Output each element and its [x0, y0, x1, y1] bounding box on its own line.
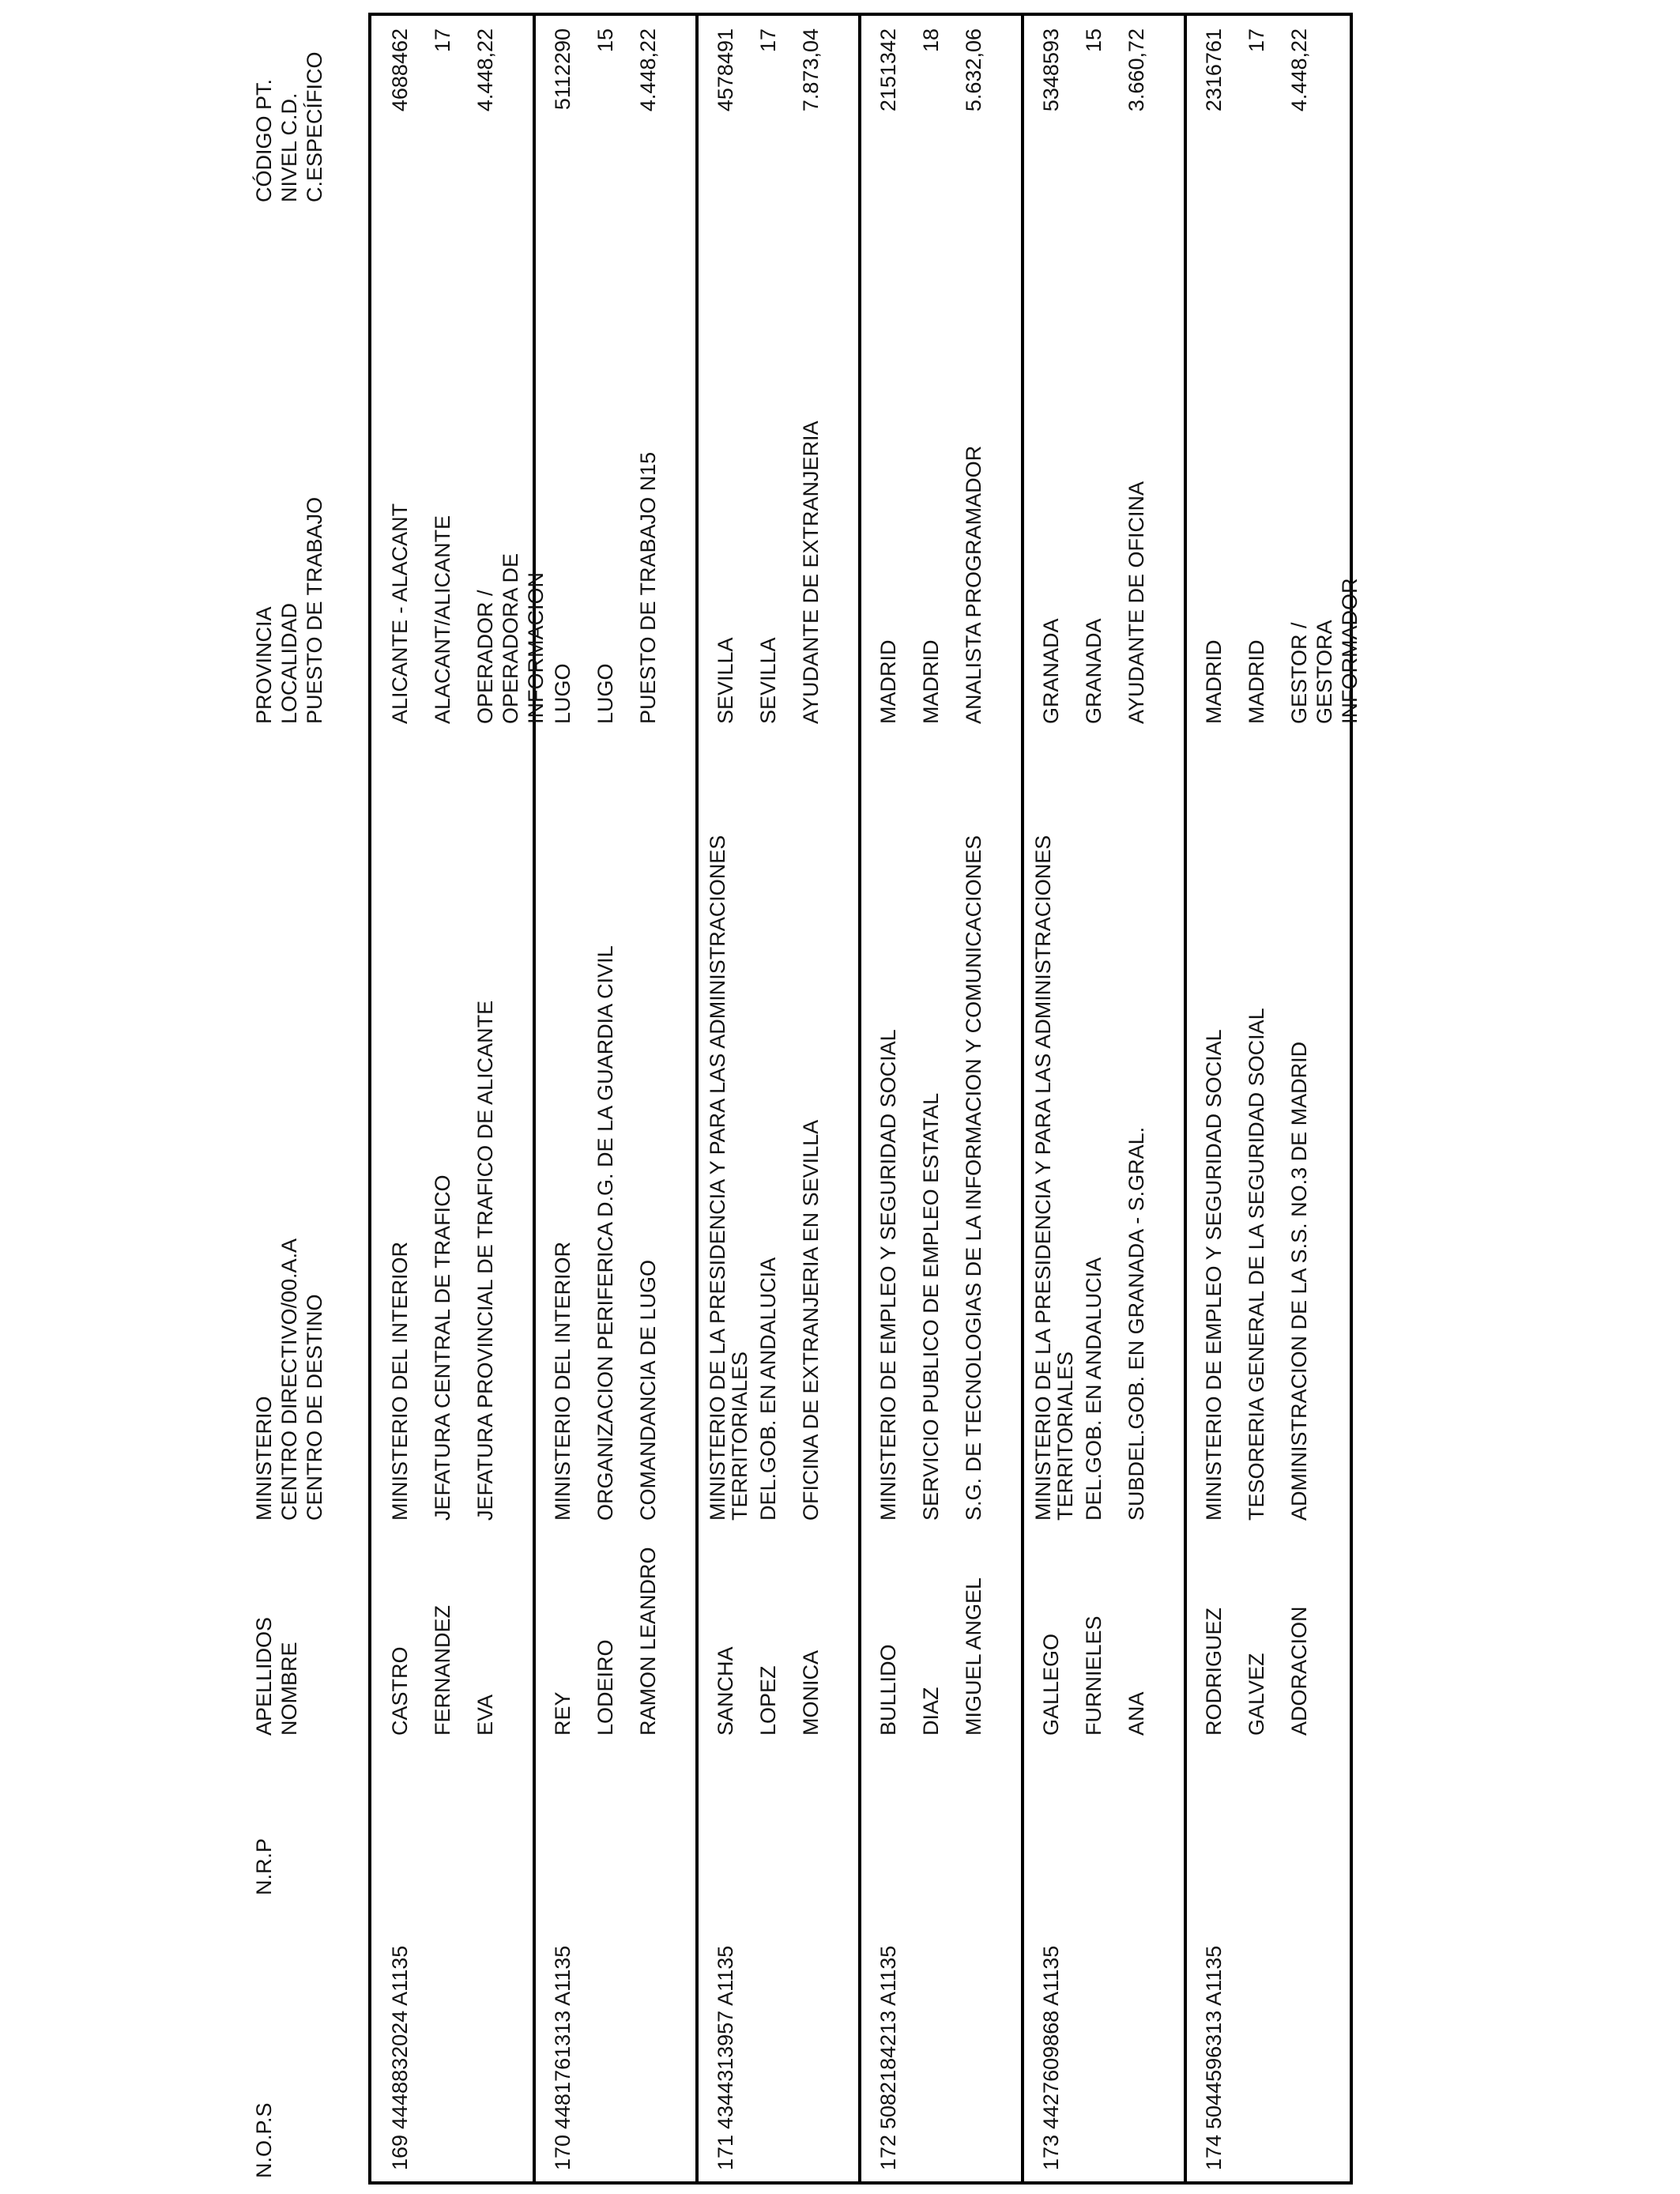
- header-provincia: PROVINCIA LOCALIDAD PUESTO DE TRABAJO: [252, 496, 326, 724]
- first-surname: CASTRO: [388, 1646, 412, 1736]
- provincia: LUGO: [551, 663, 574, 724]
- localidad: LUGO: [593, 663, 617, 724]
- centro-directivo: DEL.GOB. EN ANDALUCIA: [756, 1257, 780, 1521]
- row-divider: [533, 13, 536, 2185]
- centro-directivo: DEL.GOB. EN ANDALUCIA: [1082, 1257, 1106, 1521]
- provincia: MADRID: [876, 639, 900, 724]
- nops-number: 174: [1202, 2134, 1226, 2170]
- complemento-especifico: 3.660,72: [1124, 28, 1148, 112]
- nops-number: 170: [551, 2134, 574, 2170]
- localidad: GRANADA: [1082, 618, 1106, 724]
- nops-number: 169: [388, 2134, 412, 2170]
- second-surname: DIAZ: [919, 1687, 943, 1736]
- first-surname: REY: [551, 1691, 574, 1736]
- localidad: MADRID: [919, 639, 943, 724]
- ministerio: MINISTERIO DE EMPLEO Y SEGURIDAD SOCIAL: [876, 1029, 900, 1521]
- nrp-value: 5082184213 A1135: [876, 1945, 900, 2129]
- complemento-especifico: 4.448,22: [636, 28, 660, 112]
- second-surname: LOPEZ: [756, 1665, 780, 1736]
- complemento-especifico: 5.632,06: [962, 28, 985, 112]
- localidad: ALACANT/ALICANTE: [431, 515, 454, 724]
- puesto-trabajo: GESTOR / GESTORA INFORMADOR: [1287, 578, 1362, 724]
- first-surname: BULLIDO: [876, 1644, 900, 1736]
- puesto-trabajo: AYUDANTE DE OFICINA: [1124, 481, 1148, 724]
- centro-destino: ADMINISTRACION DE LA S.S. NO.3 DE MADRID: [1287, 1041, 1311, 1521]
- complemento-especifico: 4.448,22: [1287, 28, 1311, 112]
- puesto-trabajo: OPERADOR / OPERADORA DE INFORMACION: [473, 552, 548, 724]
- complemento-especifico: 7.873,04: [799, 28, 823, 112]
- first-name: EVA: [473, 1694, 497, 1736]
- nivel-cd: 17: [1245, 28, 1268, 53]
- centro-directivo: SERVICIO PUBLICO DE EMPLEO ESTATAL: [919, 1092, 943, 1521]
- row-divider: [858, 13, 861, 2185]
- nivel-cd: 15: [593, 28, 617, 53]
- nivel-cd: 18: [919, 28, 943, 53]
- ministerio: MINISTERIO DEL INTERIOR: [551, 1241, 574, 1521]
- nrp-value: 5044596313 A1135: [1202, 1945, 1226, 2129]
- nrp-value: 4344313957 A1135: [714, 1945, 737, 2129]
- centro-directivo: JEFATURA CENTRAL DE TRAFICO: [431, 1174, 454, 1521]
- ministerio: MINISTERIO DEL INTERIOR: [388, 1241, 412, 1521]
- provincia: GRANADA: [1039, 618, 1063, 724]
- first-name: RAMON LEANDRO: [636, 1547, 660, 1736]
- second-surname: LODEIRO: [593, 1639, 617, 1736]
- first-surname: GALLEGO: [1039, 1633, 1063, 1736]
- ministerio: MINISTERIO DE EMPLEO Y SEGURIDAD SOCIAL: [1202, 1029, 1226, 1521]
- header-codigo: CÓDIGO PT. NIVEL C.D. C.ESPECÍFICO: [252, 51, 326, 202]
- header-apellidos: APELLIDOS NOMBRE: [252, 1616, 301, 1736]
- codigo-pt: 4578491: [714, 28, 737, 112]
- nrp-value: 4481761313 A1135: [551, 1945, 574, 2129]
- row-divider: [1021, 13, 1024, 2185]
- first-surname: SANCHA: [714, 1646, 737, 1736]
- second-surname: GALVEZ: [1245, 1653, 1268, 1736]
- nrp-value: 4427609868 A1135: [1039, 1945, 1063, 2129]
- provincia: ALICANTE - ALACANT: [388, 503, 412, 724]
- row-divider: [1184, 13, 1187, 2185]
- puesto-trabajo: ANALISTA PROGRAMADOR: [962, 445, 985, 724]
- complemento-especifico: 4.448,22: [473, 28, 497, 112]
- provincia: MADRID: [1202, 639, 1226, 724]
- nrp-value: 4448832024 A1135: [388, 1945, 412, 2129]
- first-name: MONICA: [799, 1650, 823, 1736]
- nivel-cd: 17: [431, 28, 454, 53]
- centro-directivo: ORGANIZACION PERIFERICA D.G. DE LA GUARDIA CIVIL: [593, 945, 617, 1521]
- row-divider: [695, 13, 699, 2185]
- centro-destino: SUBDEL.GOB. EN GRANADA - S.GRAL.: [1124, 1126, 1148, 1521]
- localidad: MADRID: [1245, 639, 1268, 724]
- nivel-cd: 17: [756, 28, 780, 53]
- codigo-pt: 5348593: [1039, 28, 1063, 112]
- centro-destino: COMANDANCIA DE LUGO: [636, 1259, 660, 1521]
- codigo-pt: 4688462: [388, 28, 412, 112]
- codigo-pt: 5112290: [551, 28, 574, 111]
- first-name: ANA: [1124, 1691, 1148, 1736]
- nops-number: 172: [876, 2134, 900, 2170]
- nops-number: 171: [714, 2134, 737, 2170]
- puesto-trabajo: PUESTO DE TRABAJO N15: [636, 451, 660, 724]
- localidad: SEVILLA: [756, 637, 780, 724]
- codigo-pt: 2151342: [876, 28, 900, 112]
- nivel-cd: 15: [1082, 28, 1106, 53]
- centro-destino: OFICINA DE EXTRANJERIA EN SEVILLA: [799, 1119, 823, 1521]
- codigo-pt: 2316761: [1202, 28, 1226, 112]
- ministerio: MINISTERIO DE LA PRESIDENCIA Y PARA LAS ADMINISTRACIONES TERRITORIALES: [1031, 835, 1077, 1521]
- centro-directivo: TESORERIA GENERAL DE LA SEGURIDAD SOCIAL: [1245, 1008, 1268, 1521]
- header-nops: N.O.P.S: [252, 2102, 276, 2178]
- second-surname: FERNANDEZ: [431, 1604, 454, 1736]
- nops-number: 173: [1039, 2134, 1063, 2170]
- first-surname: RODRIGUEZ: [1202, 1608, 1226, 1736]
- puesto-trabajo: AYUDANTE DE EXTRANJERIA: [799, 420, 823, 724]
- first-name: ADORACION: [1287, 1606, 1311, 1736]
- second-surname: FURNIELES: [1082, 1615, 1106, 1736]
- provincia: SEVILLA: [714, 637, 737, 724]
- ministerio: MINISTERIO DE LA PRESIDENCIA Y PARA LAS ADMINISTRACIONES TERRITORIALES: [706, 835, 751, 1521]
- header-ministerio: MINISTERIO CENTRO DIRECTIVO/00.A.A CENTRO DE DESTINO: [252, 1238, 326, 1521]
- header-nrp: N.R.P: [252, 1838, 276, 1895]
- centro-destino: S.G. DE TECNOLOGIAS DE LA INFORMACION Y COMUNICACIONES: [962, 835, 985, 1521]
- first-name: MIGUEL ANGEL: [962, 1577, 985, 1736]
- centro-destino: JEFATURA PROVINCIAL DE TRAFICO DE ALICANTE: [473, 1000, 497, 1521]
